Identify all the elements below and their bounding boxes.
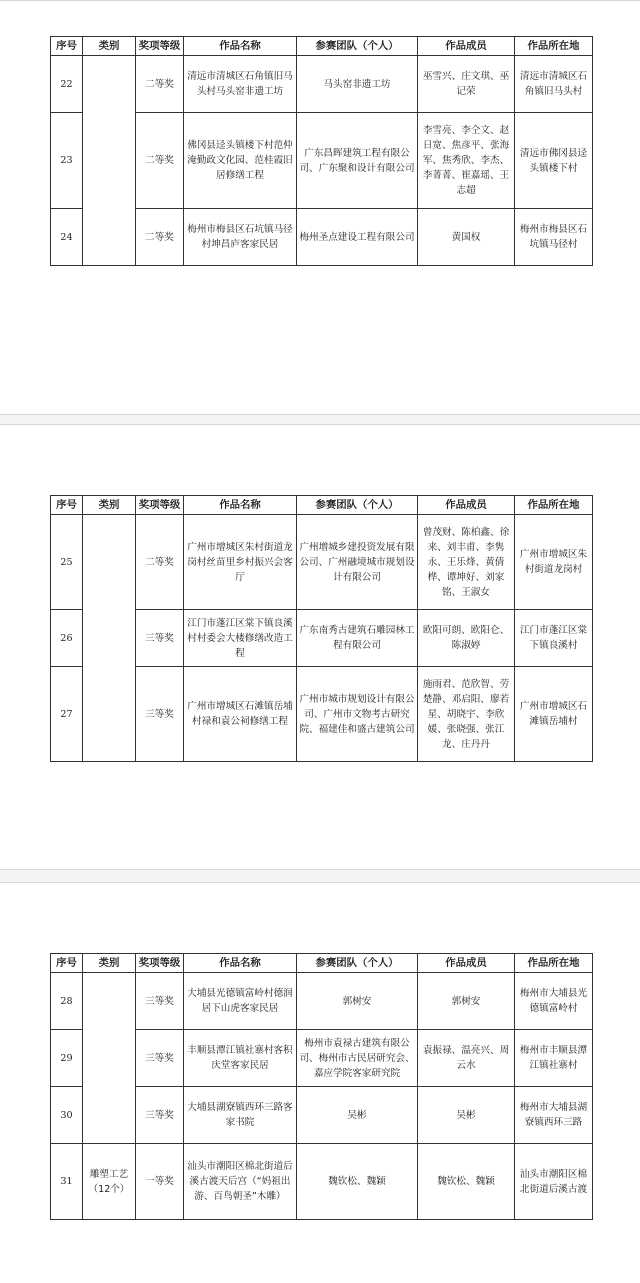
- header-location: 作品所在地: [515, 37, 593, 56]
- header-level: 奖项等级: [136, 37, 184, 56]
- cell-location: 清远市佛冈县迳头镇楼下村: [515, 113, 593, 209]
- cell-seq: 24: [51, 209, 83, 266]
- cell-level: 三等奖: [136, 973, 184, 1030]
- cell-level: 三等奖: [136, 1030, 184, 1087]
- cell-level: 二等奖: [136, 209, 184, 266]
- header-team: 参赛团队（个人）: [297, 496, 418, 515]
- cell-members: 郭树安: [418, 973, 515, 1030]
- cell-members: 曾茂财、陈柏鑫、徐来、刘丰甫、李隽永、王乐烽、黄倩桦、谭坤好、刘家铭、王淑女: [418, 515, 515, 610]
- cell-team: 魏钦松、魏颖: [297, 1144, 418, 1220]
- cell-members: 欧阳可朗、欧阳仑、陈淑婷: [418, 610, 515, 667]
- cell-team: 广州增城乡建投资发展有限公司、广州融境城市规划设计有限公司: [297, 515, 418, 610]
- cell-location: 梅州市梅县区石坑镇马径村: [515, 209, 593, 266]
- table-header-row: [51, 954, 593, 973]
- cell-work-name: 大埔县光德镇富岭村德润居下山虎客家民居: [184, 973, 297, 1030]
- cell-team: 梅州市袁禄古建筑有限公司、梅州市古民居研究会、嘉应学院客家研究院: [297, 1030, 418, 1087]
- cell-location: 广州市增城区朱村街道龙岗村: [515, 515, 593, 610]
- cell-members: 李雪亮、李仝文、赵日宽、焦彦平、张海军、焦秀欣、李杰、李菁菁、崔嘉瑶、王志超: [418, 113, 515, 209]
- cell-seq: 27: [51, 667, 83, 762]
- cell-team: 梅州圣点建设工程有限公司: [297, 209, 418, 266]
- cell-team: 广东南秀古建筑石雕园林工程有限公司: [297, 610, 418, 667]
- cell-members: 黄国权: [418, 209, 515, 266]
- cell-location: 汕头市潮阳区棉北街道后溪古渡: [515, 1144, 593, 1220]
- cell-work-name: 大埔县湖寮镇西环三路客家书院: [184, 1087, 297, 1144]
- cell-work-name: 佛冈县迳头镇楼下村范仲淹勤政文化园、范桂霞旧居修缮工程: [184, 113, 297, 209]
- header-team: 参赛团队（个人）: [297, 954, 418, 973]
- award-table-2: [50, 495, 593, 762]
- cell-seq: 31: [51, 1144, 83, 1220]
- cell-work-name: 江门市蓬江区棠下镇良溪村村委会大楼修缮改造工程: [184, 610, 297, 667]
- cell-category: [83, 56, 136, 266]
- cell-location: 清远市清城区石角镇旧马头村: [515, 56, 593, 113]
- cell-work-name: 梅州市梅县区石坑镇马径村坤昌庐客家民居: [184, 209, 297, 266]
- cell-members: 巫雪兴、庄文琪、巫记荣: [418, 56, 515, 113]
- cell-members: 施雨君、范欣智、劳楚静、邓启阳、廖若星、胡晓宇、李欣媛、张晓强、张江龙、庄丹丹: [418, 667, 515, 762]
- table-row: [51, 1144, 593, 1220]
- header-category: 类别: [83, 496, 136, 515]
- cell-team: 广东昌晖建筑工程有限公司、广东聚和设计有限公司: [297, 113, 418, 209]
- cell-seq: 29: [51, 1030, 83, 1087]
- header-seq: 序号: [51, 496, 83, 515]
- cell-category: [83, 973, 136, 1144]
- cell-location: 梅州市大埔县湖寮镇西环三路: [515, 1087, 593, 1144]
- header-location: 作品所在地: [515, 496, 593, 515]
- header-work-name: 作品名称: [184, 37, 297, 56]
- cell-level: 三等奖: [136, 1087, 184, 1144]
- cell-category: 雕塑工艺（12个）: [83, 1144, 136, 1220]
- table-row: [51, 56, 593, 113]
- cell-seq: 28: [51, 973, 83, 1030]
- table-header-row: [51, 496, 593, 515]
- cell-seq: 26: [51, 610, 83, 667]
- cell-category: [83, 515, 136, 762]
- header-work-name: 作品名称: [184, 496, 297, 515]
- cell-work-name: 广州市增城区石滩镇岳埔村禄和袁公祠修缮工程: [184, 667, 297, 762]
- cell-location: 广州市增城区石滩镇岳埔村: [515, 667, 593, 762]
- header-members: 作品成员: [418, 37, 515, 56]
- cell-team: 马头窑非遗工坊: [297, 56, 418, 113]
- table-row: [51, 973, 593, 1030]
- header-level: 奖项等级: [136, 496, 184, 515]
- cell-work-name: 广州市增城区朱村街道龙岗村丝苗里乡村振兴会客厅: [184, 515, 297, 610]
- header-category: 类别: [83, 37, 136, 56]
- cell-members: 袁振禄、温亮兴、周云水: [418, 1030, 515, 1087]
- cell-work-name: 汕头市潮阳区棉北街道后溪古渡天后宫（“妈祖出游、百鸟朝圣”木雕）: [184, 1144, 297, 1220]
- cell-seq: 25: [51, 515, 83, 610]
- document-page-3: [0, 882, 640, 1283]
- cell-level: 三等奖: [136, 610, 184, 667]
- header-members: 作品成员: [418, 954, 515, 973]
- header-category: 类别: [83, 954, 136, 973]
- cell-level: 二等奖: [136, 113, 184, 209]
- award-table-1: [50, 36, 593, 266]
- cell-seq: 30: [51, 1087, 83, 1144]
- cell-level: 二等奖: [136, 515, 184, 610]
- award-table-3: [50, 953, 593, 1220]
- cell-seq: 22: [51, 56, 83, 113]
- cell-location: 江门市蓬江区棠下镇良溪村: [515, 610, 593, 667]
- header-work-name: 作品名称: [184, 954, 297, 973]
- cell-team: 郭树安: [297, 973, 418, 1030]
- header-team: 参赛团队（个人）: [297, 37, 418, 56]
- cell-level: 一等奖: [136, 1144, 184, 1220]
- cell-members: 吴彬: [418, 1087, 515, 1144]
- header-members: 作品成员: [418, 496, 515, 515]
- cell-work-name: 丰顺县潭江镇社寨村客积庆堂客家民居: [184, 1030, 297, 1087]
- cell-team: 吴彬: [297, 1087, 418, 1144]
- cell-work-name: 清远市清城区石角镇旧马头村马头窑非遗工坊: [184, 56, 297, 113]
- table-row: [51, 515, 593, 610]
- header-seq: 序号: [51, 37, 83, 56]
- cell-team: 广州市城市规划设计有限公司、广州市文物考古研究院、福建佳和盛古建筑公司: [297, 667, 418, 762]
- table-header-row: [51, 37, 593, 56]
- header-level: 奖项等级: [136, 954, 184, 973]
- cell-members: 魏钦松、魏颖: [418, 1144, 515, 1220]
- header-seq: 序号: [51, 954, 83, 973]
- cell-location: 梅州市丰顺县潭江镇社寨村: [515, 1030, 593, 1087]
- cell-location: 梅州市大埔县光德镇富岭村: [515, 973, 593, 1030]
- header-location: 作品所在地: [515, 954, 593, 973]
- document-page-1: [0, 0, 640, 415]
- cell-level: 三等奖: [136, 667, 184, 762]
- document-page-2: [0, 424, 640, 870]
- cell-seq: 23: [51, 113, 83, 209]
- cell-level: 二等奖: [136, 56, 184, 113]
